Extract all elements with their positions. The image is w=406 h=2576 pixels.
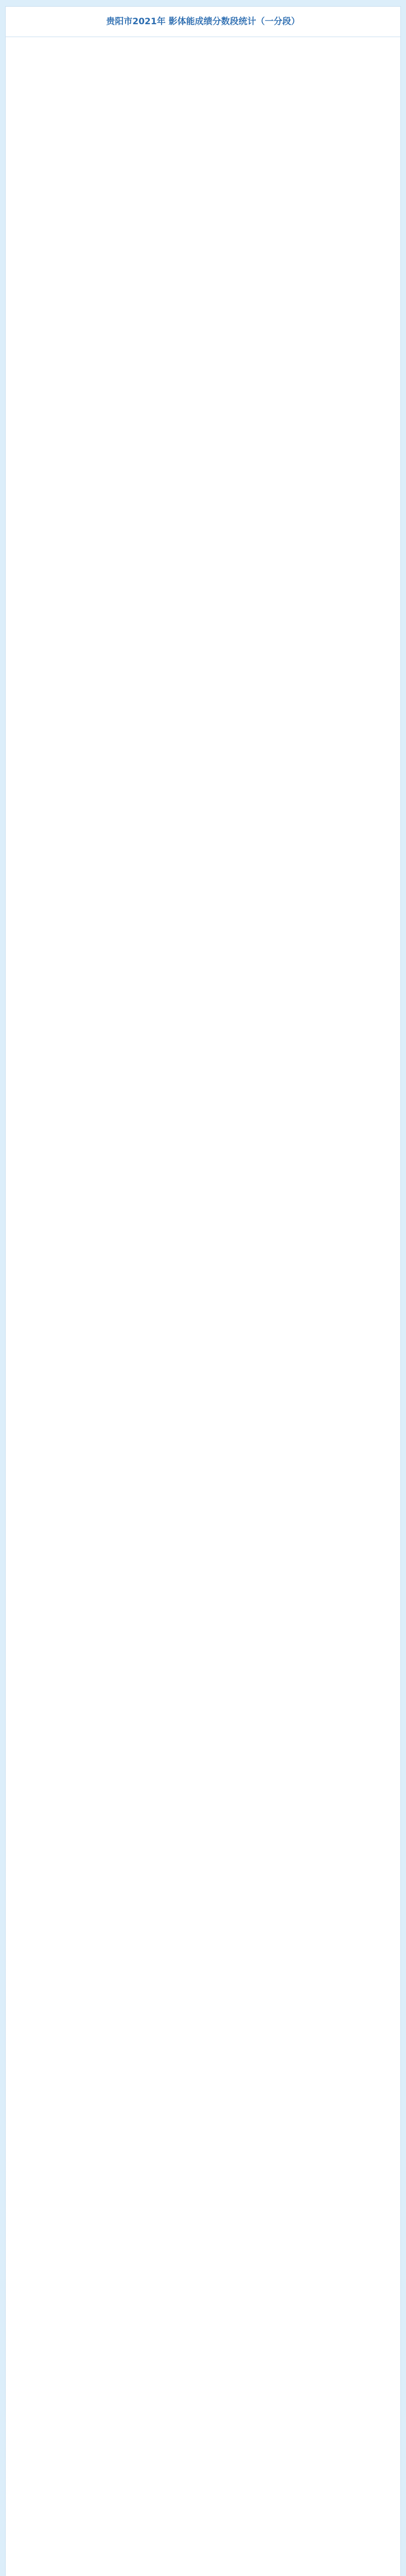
score-sheet (5, 6, 401, 2576)
page-title: 贵阳市2021年 影体能成绩分数段统计（一分段） (6, 7, 400, 37)
